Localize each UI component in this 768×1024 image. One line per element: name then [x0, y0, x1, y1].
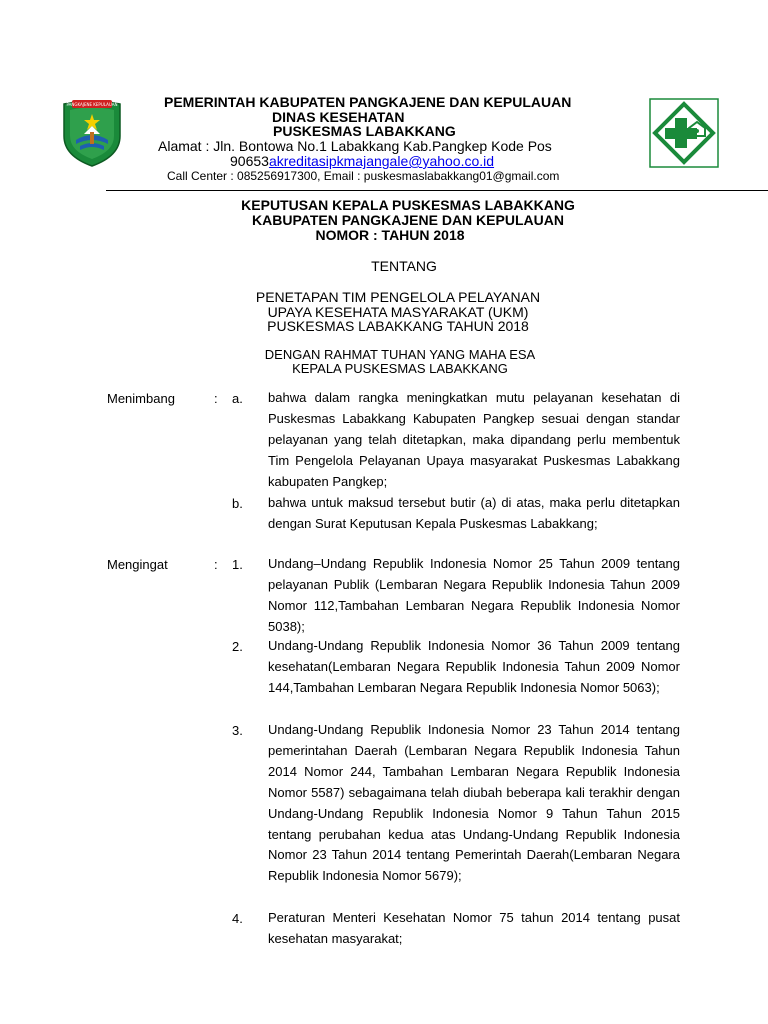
mengingat-item-text: Undang-Undang Republik Indonesia Nomor 36 Tahun 2009 tentang kesehatan(Lembaran Negara Republik Indonesia Tahun 2009 Nomor 144,Tambahan Lembaran Negara Republik Indonesia Nomor 5063);	[268, 638, 680, 695]
menimbang-colon: :	[214, 391, 218, 406]
emblem-banner-text: PANGKAJENE KEPULAUAN	[66, 102, 118, 107]
letterhead-government: PEMERINTAH KABUPATEN PANGKAJENE DAN KEPULAUAN	[164, 94, 572, 110]
mengingat-item-text: Peraturan Menteri Kesehatan Nomor 75 tahun 2014 tentang pusat kesehatan masyarakat;	[268, 910, 680, 946]
accreditation-email-link[interactable]: akreditasipkmajangale@yahoo.co.id	[268, 153, 495, 169]
mengingat-item-marker: 3.	[232, 723, 243, 738]
tentang-heading: TENTANG	[371, 258, 437, 274]
mengingat-item-marker: 4.	[232, 911, 243, 926]
menimbang-item-marker: b.	[232, 496, 243, 511]
decree-number: NOMOR : TAHUN 2018	[315, 227, 465, 243]
subject-line-3: PUSKESMAS LABAKKANG TAHUN 2018	[267, 318, 529, 334]
mengingat-item-text: Undang-Undang Republik Indonesia Nomor 23 Tahun 2014 tentang pemerintahan Daerah (Lembaran Negara Republik Indonesia Tahun 2014 Nomor 244, Tambahan Lembaran Negara Republik Indonesia Nomor 5587) sebagaimana telah diubah beberapa kali terakhir dengan Undang-Undang Republik Indonesia Nomor 9 Tahun Tahun 2015 tentang perubahan kedua atas Undang-Undang Republik Indonesia Nomor 23 Tahun 2014 tentang Pemerintah Daerah(Lembaran Negara Republik Indonesia Nomor 5679);	[268, 722, 680, 884]
pangkep-regency-emblem-icon	[60, 96, 124, 168]
rahmat-line-2: KEPALA PUSKESMAS LABAKKANG	[292, 361, 508, 376]
letterhead-address: Alamat : Jln. Bontowa No.1 Labakkang Kab.Pangkep Kode Pos	[158, 138, 552, 154]
menimbang-item-text: bahwa dalam rangka meningkatkan mutu pelayanan kesehatan di Puskesmas Labakkang Kabupaten Pangkep sesuai dengan standar pelayanan yang telah ditetapkan, maka dipandang perlu membentuk Tim Pengelola Pelayanan Upaya masyarakat Puskesmas Labakkang kabupaten Pangkep;	[268, 390, 680, 489]
letterhead-divider	[106, 190, 768, 191]
puskesmas-cross-logo-icon	[649, 98, 719, 168]
menimbang-label: Menimbang	[107, 391, 175, 406]
letterhead-call-center: Call Center : 085256917300, Email : puskesmaslabakkang01@gmail.com	[167, 169, 560, 183]
menimbang-item-marker: a.	[232, 391, 243, 406]
letterhead-postal-line	[230, 153, 494, 169]
mengingat-label: Mengingat	[107, 557, 168, 572]
decree-title: KEPUTUSAN KEPALA PUSKESMAS LABAKKANG	[241, 197, 575, 213]
mengingat-item-marker: 2.	[232, 639, 243, 654]
decree-regency: KABUPATEN PANGKAJENE DAN KEPULAUAN	[252, 212, 564, 228]
rahmat-line-1: DENGAN RAHMAT TUHAN YANG MAHA ESA	[264, 347, 536, 362]
menimbang-item-text: bahwa untuk maksud tersebut butir (a) di atas, maka perlu ditetapkan dengan Surat Keputusan Kepala Puskesmas Labakkang;	[268, 495, 680, 531]
mengingat-item-marker: 1.	[232, 557, 243, 572]
subject-line-2: UPAYA KESEHATA MASYARAKAT (UKM)	[267, 304, 529, 320]
mengingat-colon: :	[214, 557, 218, 572]
subject-line-1: PENETAPAN TIM PENGELOLA PELAYANAN	[255, 289, 541, 305]
postal-code: 90653	[230, 153, 269, 169]
mengingat-item-text: Undang–Undang Republik Indonesia Nomor 25 Tahun 2009 tentang pelayanan Publik (Lembaran Negara Republik Indonesia Tahun 2009 Nomor 112,Tambahan Lembaran Negara Republik Indonesia Nomor 5038);	[268, 556, 680, 634]
letterhead-department: DINAS KESEHATAN	[272, 109, 405, 125]
letterhead-puskesmas: PUSKESMAS LABAKKANG	[273, 123, 456, 139]
